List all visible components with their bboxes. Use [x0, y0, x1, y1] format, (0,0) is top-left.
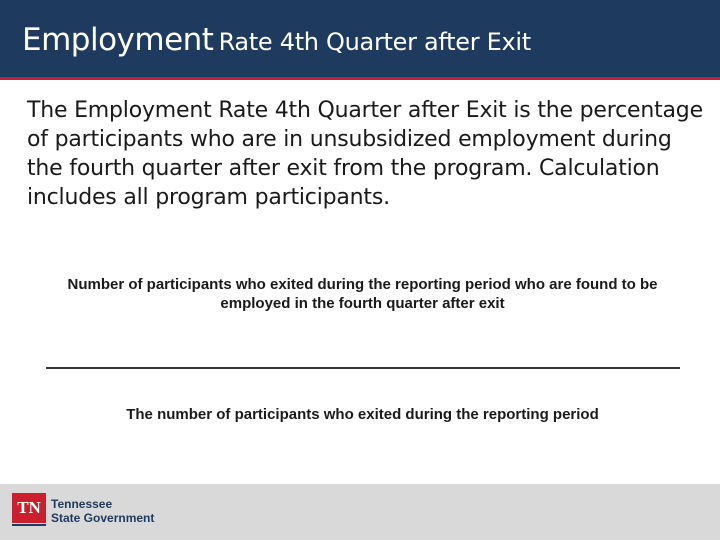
- tn-government-logo[interactable]: [12, 493, 172, 531]
- tn-logo-mark: TN: [12, 493, 46, 523]
- description-paragraph: The Employment Rate 4th Quarter after Exit is the percentage of participants who are in unsubsidized employment during the fourth quarter after exit from the program. Calculation includes all program participants.: [27, 98, 703, 210]
- title-bar: [0, 0, 720, 80]
- fraction-divider: [46, 367, 680, 369]
- logo-text: [51, 497, 154, 525]
- formula-numerator: Number of participants who exited during the reporting period who are found to be employed in the fourth quarter after exit: [67, 276, 658, 312]
- formula-denominator: The number of participants who exited during the reporting period: [126, 406, 599, 423]
- slide-title: [22, 22, 531, 58]
- logo-line-state-government: State Government: [51, 511, 155, 525]
- tn-logo-stripe: [12, 524, 46, 526]
- slide-title-main: Employment: [22, 22, 214, 58]
- footer-bar: [0, 484, 720, 540]
- logo-line-tennessee: Tennessee: [51, 497, 113, 511]
- slide-title-rest: Rate 4th Quarter after Exit: [218, 28, 531, 56]
